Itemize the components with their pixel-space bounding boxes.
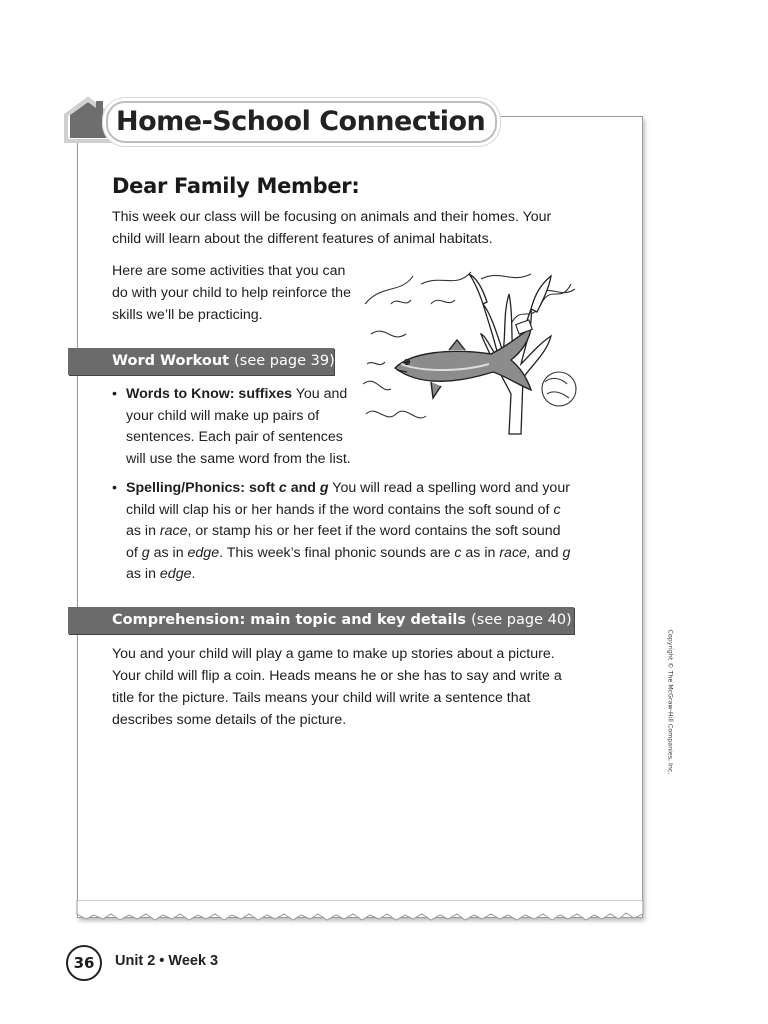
page-title: Home-School Connection (116, 106, 486, 137)
list-item-spelling-phonics (112, 478, 576, 586)
comprehension-section-header (68, 607, 574, 634)
bullet-text: as in (126, 566, 160, 583)
bullet-lead-g: g (319, 480, 329, 496)
bullet-text-em: edge (159, 566, 192, 583)
bullet-lead-and: and (286, 480, 320, 496)
greeting-heading: Dear Family Member: (112, 174, 360, 198)
torn-paper-edge (74, 900, 646, 924)
intro-paragraph: This week our class will be focusing on animals and their homes. Your child will learn about the different features of animal habitats. (112, 209, 552, 247)
word-workout-page-ref: (see page 39) (234, 353, 335, 369)
bullet-text: as in (126, 523, 160, 540)
bullet-text: You will read a spelling word and your child will clap his or her hands if the word contains the soft sound of (126, 480, 570, 518)
list-item-words-to-know (112, 384, 361, 470)
bullet-point: • (112, 480, 117, 496)
word-workout-section-header (68, 348, 334, 375)
bullet-text-em: edge (187, 544, 220, 561)
activities-intro-paragraph: Here are some activities that you can do with your child to help reinforce the skills we’ll be practicing. (112, 263, 351, 323)
header-title-pill (106, 101, 497, 143)
bullet-text: , or stamp his or her feet if the word contains the soft sound of (126, 523, 561, 561)
comprehension-page-ref: (see page 40) (471, 612, 572, 628)
bullet-lead: Spelling/Phonics: soft (126, 480, 279, 496)
bullet-point: • (112, 386, 117, 402)
bullet-lead-c: c (278, 480, 287, 496)
bullet-text-em: c (553, 501, 561, 518)
bullet-text: . (191, 566, 196, 583)
copyright-text: Copyright © The McGraw-Hill Companies, Inc. (666, 629, 674, 775)
bullet-text: You and your child will make up pairs of sentences. Each pair of sentences will use the same word from the list. (126, 386, 351, 467)
bullet-text-em: race (159, 523, 188, 540)
comprehension-title: Comprehension: main topic and key details (112, 612, 467, 628)
bullet-text-em: g (562, 544, 571, 561)
unit-week-label: Unit 2 • Week 3 (115, 953, 219, 969)
bullet-text: as in (149, 544, 188, 561)
copyright-notice (664, 629, 676, 782)
comprehension-paragraph: You and your child will play a game to make up stories about a picture. Your child will flip a coin. Heads means he or she has to say and write a title for the picture. Tails means your child will write a sentence that describes some details of the picture. (112, 646, 562, 728)
bullet-lead: Words to Know: suffixes (126, 386, 293, 402)
fish-coral-illustration (361, 264, 577, 442)
bullet-text: and (530, 544, 563, 561)
word-workout-title: Word Workout (112, 353, 230, 369)
bullet-text: . This week’s final phonic sounds are (219, 544, 455, 561)
bullet-text-em: c (454, 544, 462, 561)
bullet-text-em: g (141, 544, 150, 561)
bullet-text: as in (461, 544, 500, 561)
page-number-badge: 36 (66, 945, 102, 981)
bullet-text-em: race, (499, 544, 531, 561)
